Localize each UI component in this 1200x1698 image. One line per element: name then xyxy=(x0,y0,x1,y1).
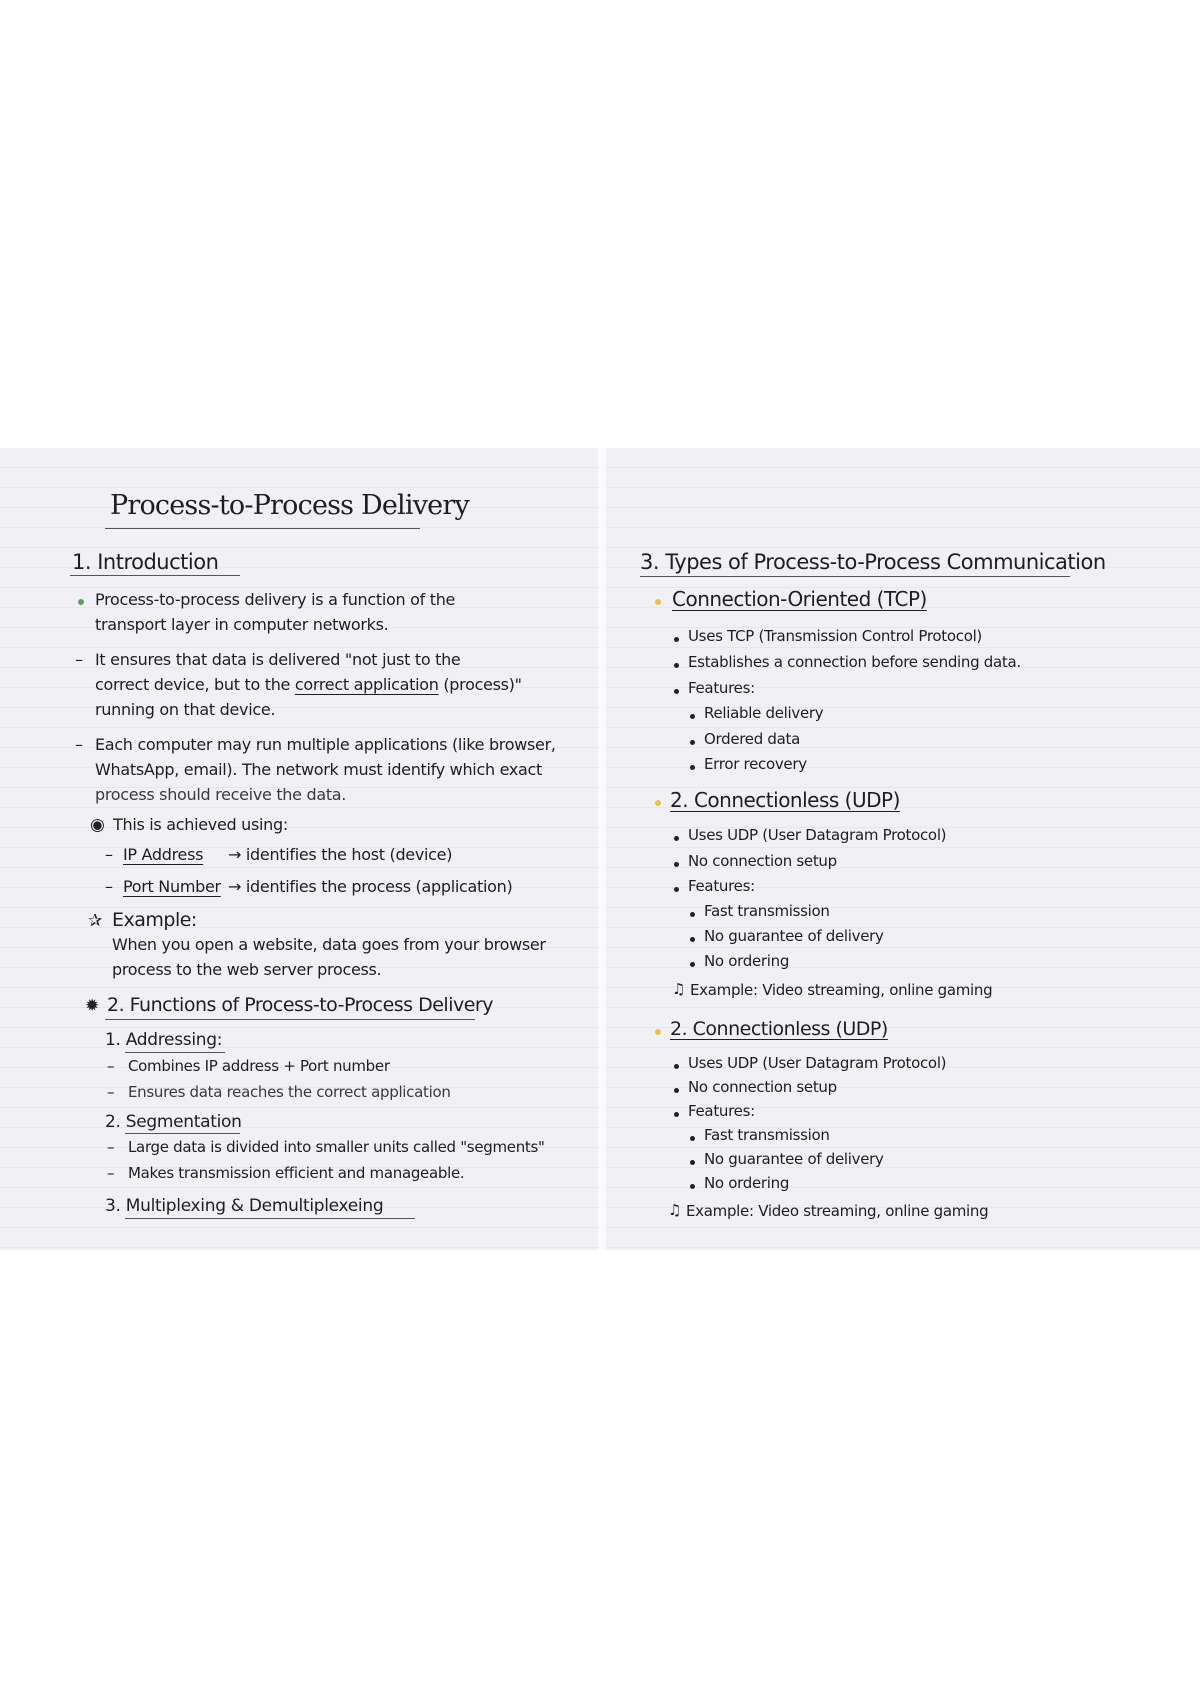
udp1-features-label: Features: xyxy=(688,877,755,895)
intro-p3-line2: WhatsApp, email). The network must identify which exact xyxy=(95,760,542,779)
bullet-dot xyxy=(674,862,679,867)
udp2-feature-1: Fast transmission xyxy=(704,1126,830,1144)
bullet-dot xyxy=(690,962,695,967)
udp2-point-2: No connection setup xyxy=(688,1078,837,1096)
intro-p2-line2-end: (process)" xyxy=(438,675,522,694)
bullet-dot xyxy=(674,1088,679,1093)
addressing-title: 1. Addressing: xyxy=(105,1030,223,1050)
tcp-title: Connection-Oriented (TCP) xyxy=(672,587,927,611)
dash-marker: – xyxy=(107,1138,115,1156)
udp-title-2: 2. Connectionless (UDP) xyxy=(670,1018,888,1040)
tcp-feature-3: Error recovery xyxy=(704,755,807,773)
functions-heading: 2. Functions of Process-to-Process Delivery xyxy=(107,994,493,1016)
music-note-icon: ♫ xyxy=(672,980,686,998)
intro-p3-line1: Each computer may run multiple applications (like browser, xyxy=(95,735,556,754)
bullet-dot xyxy=(674,689,679,694)
segmentation-title: 2. Segmentation xyxy=(105,1112,242,1132)
yellow-bullet xyxy=(655,1029,661,1035)
bullet-dot xyxy=(674,1064,679,1069)
udp2-point-1: Uses UDP (User Datagram Protocol) xyxy=(688,1054,947,1072)
ip-address-desc: → identifies the host (device) xyxy=(228,845,453,864)
intro-heading-underline xyxy=(70,575,240,576)
port-number-desc: → identifies the process (application) xyxy=(228,877,513,896)
tcp-feature-1: Reliable delivery xyxy=(704,704,824,722)
page-gutter xyxy=(598,448,606,1250)
udp2-example: Example: Video streaming, online gaming xyxy=(686,1202,989,1220)
bullet-dot xyxy=(690,1160,695,1165)
dash-marker: – xyxy=(107,1057,115,1075)
port-number-label: Port Number xyxy=(123,877,221,896)
bullet-dot xyxy=(690,937,695,942)
bullet-dot xyxy=(690,1136,695,1141)
gear-icon: ✹ xyxy=(85,996,100,1016)
bullet-dot xyxy=(674,663,679,668)
udp1-feature-1: Fast transmission xyxy=(704,902,830,920)
green-bullet xyxy=(78,599,84,605)
intro-p1-line1: Process-to-process delivery is a function of the xyxy=(95,590,456,609)
bullet-dot xyxy=(690,714,695,719)
dash-marker: – xyxy=(105,845,113,864)
yellow-bullet xyxy=(655,599,661,605)
yellow-bullet xyxy=(655,800,661,806)
intro-p2-line1: It ensures that data is delivered "not just to the xyxy=(95,650,461,669)
target-icon: ◉ xyxy=(90,815,105,835)
intro-p1-line2: transport layer in computer networks. xyxy=(95,615,389,634)
intro-p3-line3: process should receive the data. xyxy=(95,785,347,804)
dash-marker: – xyxy=(107,1083,115,1101)
udp2-feature-3: No ordering xyxy=(704,1174,790,1192)
segmentation-point-2: Makes transmission efficient and manageable. xyxy=(128,1164,465,1182)
udp1-point-2: No connection setup xyxy=(688,852,837,870)
correct-application-text: correct application xyxy=(294,675,439,694)
bullet-dot xyxy=(690,740,695,745)
bullet-dot xyxy=(674,836,679,841)
addressing-point-2: Ensures data reaches the correct application xyxy=(128,1083,451,1101)
udp1-example: Example: Video streaming, online gaming xyxy=(690,981,993,999)
example-line1: When you open a website, data goes from your browser xyxy=(112,935,546,954)
achieved-text: This is achieved using: xyxy=(113,815,288,834)
title-underline xyxy=(105,528,420,529)
segmentation-point-1: Large data is divided into smaller units called "segments" xyxy=(128,1138,545,1156)
udp1-point-1: Uses UDP (User Datagram Protocol) xyxy=(688,826,947,844)
dash-marker: – xyxy=(75,650,83,669)
dash-marker: – xyxy=(75,735,83,754)
udp1-feature-3: No ordering xyxy=(704,952,790,970)
addressing-underline xyxy=(125,1052,225,1053)
udp1-feature-2: No guarantee of delivery xyxy=(704,927,884,945)
music-note-icon: ♫ xyxy=(668,1201,682,1219)
functions-heading-underline xyxy=(105,1019,475,1020)
bullet-dot xyxy=(674,637,679,642)
types-heading: 3. Types of Process-to-Process Communication xyxy=(640,550,1106,574)
bullet-dot xyxy=(690,765,695,770)
udp-title-1: 2. Connectionless (UDP) xyxy=(670,788,900,812)
bullet-dot xyxy=(674,1112,679,1117)
intro-p2-line2-start: correct device, but to the xyxy=(95,675,295,694)
dash-marker: – xyxy=(105,877,113,896)
bullet-dot xyxy=(674,887,679,892)
intro-p2-line3: running on that device. xyxy=(95,700,276,719)
intro-p2-line2 xyxy=(95,675,522,694)
bullet-dot xyxy=(690,912,695,917)
tcp-point-1: Uses TCP (Transmission Control Protocol) xyxy=(688,627,982,645)
pushpin-icon: ✰ xyxy=(88,911,103,931)
bullet-dot xyxy=(690,1184,695,1189)
multiplexing-underline xyxy=(125,1218,415,1219)
dash-marker: – xyxy=(107,1164,115,1182)
udp2-features-label: Features: xyxy=(688,1102,755,1120)
tcp-point-2: Establishes a connection before sending data. xyxy=(688,653,1021,671)
example-line2: process to the web server process. xyxy=(112,960,382,979)
tcp-features-label: Features: xyxy=(688,679,755,697)
page-title: Process-to-Process Delivery xyxy=(110,490,469,521)
tcp-feature-2: Ordered data xyxy=(704,730,801,748)
addressing-point-1: Combines IP address + Port number xyxy=(128,1057,390,1075)
udp2-feature-2: No guarantee of delivery xyxy=(704,1150,884,1168)
multiplexing-title: 3. Multiplexing & Demultiplexeing xyxy=(105,1196,384,1216)
ip-address-label: IP Address xyxy=(123,845,204,864)
segmentation-underline xyxy=(125,1133,240,1134)
types-heading-underline xyxy=(640,576,1070,577)
example-label: Example: xyxy=(112,909,197,931)
intro-heading: 1. Introduction xyxy=(72,550,219,574)
